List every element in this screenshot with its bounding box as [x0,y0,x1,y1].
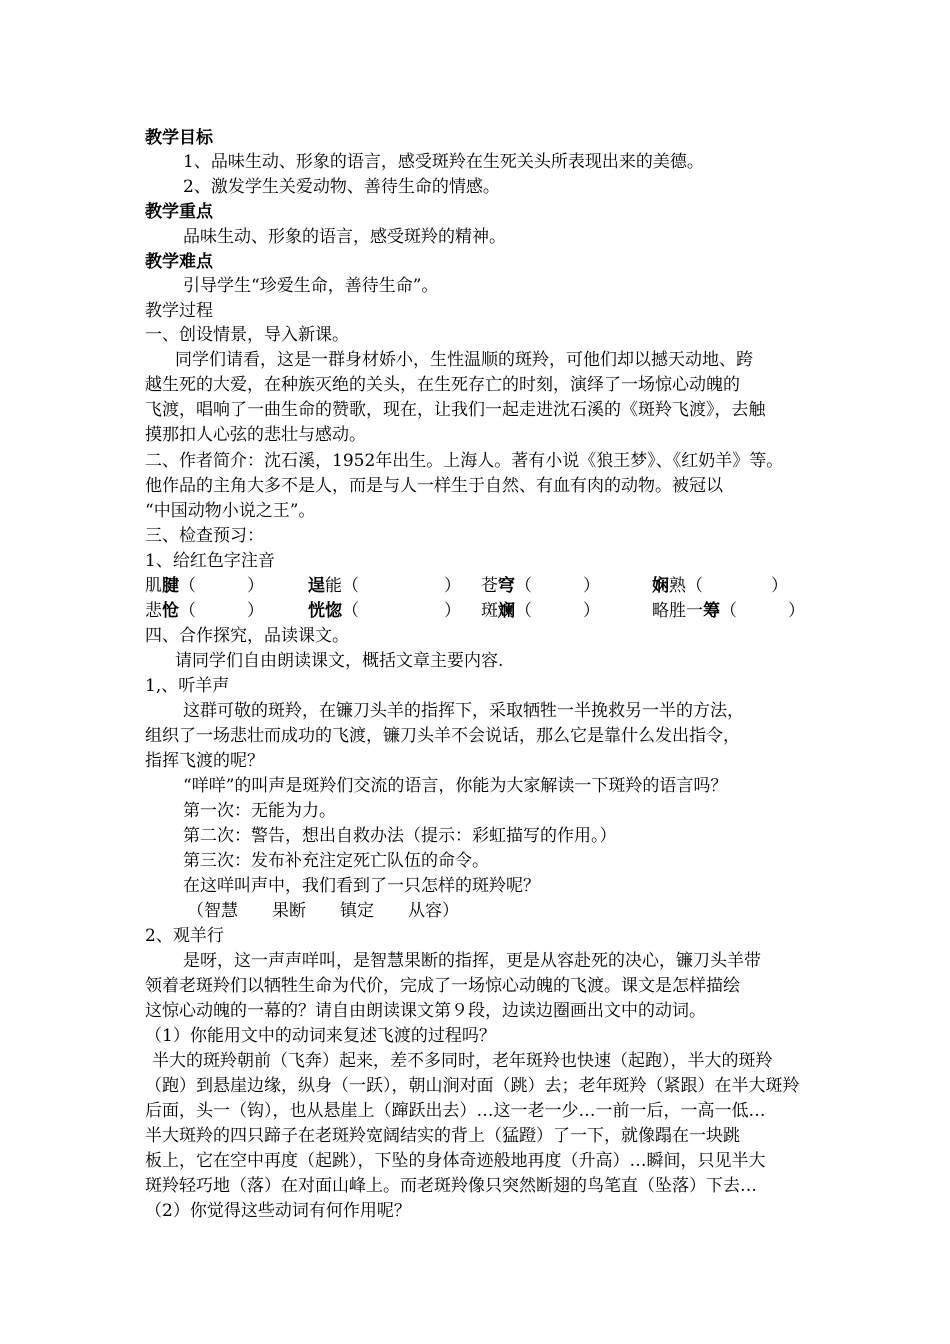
section1-line: 飞渡，唱响了一曲生命的赞歌，现在，让我们一起走进沈石溪的《斑羚飞渡》，去触 [145,400,766,420]
part2-line: 后面，头一（钩），也从悬崖上（蹿跃出去）…这一老一少…一前一后，一高一低… [145,1101,766,1121]
part2-title: 2、观羊行 [145,926,224,946]
pinyin-item: 娴熟（ ） [652,576,788,596]
part2-line: 领着老斑羚们以牺牲生命为代价，完成了一场惊心动魄的飞渡。课文是怎样描绘 [145,976,740,996]
section4-title: 四、合作探究，品读课文。 [145,626,349,646]
section2-line: “中国动物小说之王”。 [145,501,316,521]
part2-line: 是呀，这一声声咩叫，是智慧果断的指挥，更是从容赴死的决心，镰刀头羊带 [183,951,761,971]
section1-line: 摸那扣人心弦的悲壮与感动。 [145,425,366,445]
difficulty-text: 引导学生“珍爱生命，善待生命”。 [183,276,439,296]
part1-line: 组织了一场悲壮而成功的飞渡，镰刀头羊不会说话，那么它是靠什么发出指令， [145,726,740,746]
part2-line: （2）你觉得这些动词有何作用呢？ [145,1201,411,1221]
part1-line: 指挥飞渡的呢？ [145,751,264,771]
part2-line: 板上，它在空中再度（起跳），下坠的身体奇迹般地再度（升高）…瞬间，只见半大 [145,1151,766,1171]
part1-title: 1,、听羊声 [145,676,230,696]
part1-line: 第三次：发布补充注定死亡队伍的命令。 [183,851,489,871]
pinyin-item: 肌腱（ ） [145,576,264,596]
goal-item-2: 2、激发学生关爱动物、善待生命的情感。 [183,177,500,197]
part1-line: 第二次：警告，想出自救办法（提示：彩虹描写的作用。） [183,826,617,846]
pinyin-item: 逞能（ ） [308,576,461,596]
section3-title: 三、检查预习： [145,526,264,546]
section2-line: 他作品的主角大多不是人，而是与人一样生于自然、有血有肉的动物。被冠以 [145,476,723,496]
pinyin-item: 恍惚（ ） [308,601,461,621]
part1-line: 这群可敬的斑羚，在镰刀头羊的指挥下，采取牺牲一半挽救另一半的方法， [183,701,744,721]
difficulty-heading: 教学难点 [145,252,213,272]
pinyin-item: 苍穹（ ） [481,576,600,596]
pinyin-item: 斑斓（ ） [481,601,600,621]
part1-line: “咩咩”的叫声是斑羚们交流的语言，你能为大家解读一下斑羚的语言吗？ [183,776,728,796]
pinyin-item: 悲怆（ ） [145,601,264,621]
part2-line: （1）你能用文中的动词来复述飞渡的过程吗？ [145,1026,496,1046]
part2-line: 半大斑羚的四只蹄子在老斑羚宽阔结实的背上（猛蹬）了一下，就像蹋在一块跳 [145,1126,740,1146]
section3-subtitle: 1、给红色字注音 [145,551,275,571]
goals-heading: 教学目标 [145,128,213,148]
process-heading: 教学过程 [145,301,213,321]
section1-line: 越生死的大爱，在种族灭绝的关头，在生死存亡的时刻，演绎了一场惊心动魄的 [145,375,740,395]
section1-title: 一、创设情景，导入新课。 [145,325,349,345]
part2-line: （跑）到悬崖边缘，纵身（一跃），朝山涧对面（跳）去；老年斑羚（紧跟）在半大斑羚 [145,1076,800,1096]
pinyin-item: 略胜一筹（ ） [652,601,805,621]
section2-line: 二、作者简介：沈石溪，1952年出生。上海人。著有小说《狼王梦》、《红奶羊》等。 [145,451,784,471]
part1-line: 第一次：无能为力。 [183,801,336,821]
key-point-text: 品味生动、形象的语言，感受斑羚的精神。 [183,227,506,247]
goal-item-1: 1、品味生动、形象的语言，感受斑羚在生死关头所表现出来的美德。 [183,152,704,172]
part2-line: 半大的斑羚朝前（飞奔）起来，差不多同时，老年斑羚也快速（起跑），半大的斑羚 [152,1051,773,1071]
key-point-heading: 教学重点 [145,202,213,222]
part2-line: 这惊心动魄的一幕的？请自由朗读课文第９段，边读边圈画出文中的动词。 [145,1001,706,1021]
section4-intro: 请同学们自由朗读课文，概括文章主要内容. [175,651,504,671]
section1-line: 同学们请看，这是一群身材娇小，生性温顺的斑羚，可他们却以撼天动地、跨 [175,350,753,370]
part1-line: （智慧 果断 镇定 从容） [187,901,459,921]
part1-line: 在这咩叫声中，我们看到了一只怎样的斑羚呢？ [183,876,540,896]
part2-line: 斑羚轻巧地（落）在对面山峰上。而老斑羚像只突然断翅的鸟笔直（坠落）下去… [145,1176,757,1196]
